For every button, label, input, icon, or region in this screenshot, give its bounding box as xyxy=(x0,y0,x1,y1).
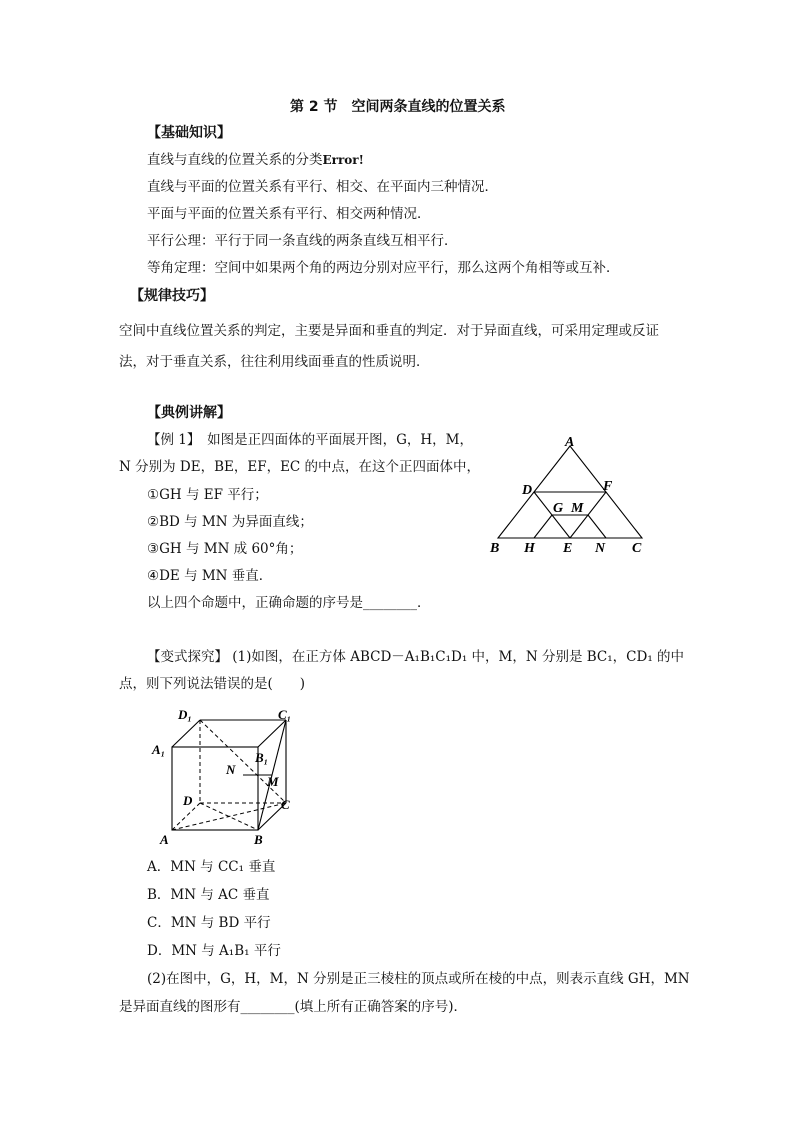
example1-line-2: N 分别为 DE，BE，EF，EC 的中点，在这个正四面体中， xyxy=(119,459,481,475)
example1-option-2: ②BD 与 MN 为异面直线； xyxy=(147,514,313,530)
tetrahedron-net-figure xyxy=(480,428,660,558)
label-M: M xyxy=(571,501,584,516)
segment-MN xyxy=(588,515,606,538)
variant-line-2: 点，则下列说法错误的是( ) xyxy=(119,676,306,692)
label-C: C xyxy=(632,541,642,556)
label-E: E xyxy=(563,541,573,556)
example1-option-3: ③GH 与 MN 成 60°角； xyxy=(147,541,303,557)
cube-label-M: M xyxy=(267,774,279,789)
example1-question: 以上四个命题中，正确命题的序号是________． xyxy=(147,595,431,611)
choice-D: D．MN 与 A₁B₁ 平行 xyxy=(147,943,281,959)
tips-heading: 【规律技巧】 xyxy=(130,288,214,304)
cube-label-A: A xyxy=(160,832,169,847)
tips-line-2: 法，对于垂直关系，往往利用线面垂直的性质说明． xyxy=(119,354,430,370)
hidden-segment-BD xyxy=(200,803,258,830)
basics-line-1-text: 直线与直线的位置关系的分类 xyxy=(147,152,323,168)
error-marker: Error! xyxy=(322,153,364,167)
cube-label-A1: A₁ xyxy=(152,742,166,757)
basics-line-3: 平面与平面的位置关系有平行、相交两种情况． xyxy=(147,206,431,222)
cube-label-D: D xyxy=(183,793,193,808)
variant-line-1: 【变式探究】 (1)如图，在正方体 ABCD－A₁B₁C₁D₁ 中，M，N 分别是 BC₁，CD₁ 的中 xyxy=(147,649,685,665)
cube-label-N: N xyxy=(226,762,236,777)
cube-figure xyxy=(148,702,308,848)
cube-label-B1: B₁ xyxy=(255,750,269,765)
basics-line-2: 直线与平面的位置关系有平行、相交、在平面内三种情况． xyxy=(147,179,498,195)
segment-GH xyxy=(534,515,552,538)
part2-line-2: 是异面直线的图形有________(填上所有正确答案的序号)． xyxy=(119,999,468,1015)
choice-C: C．MN 与 BD 平行 xyxy=(147,915,271,931)
edge-B1C1 xyxy=(258,720,286,747)
examples-heading: 【典例讲解】 xyxy=(147,405,231,421)
choice-A: A．MN 与 CC₁ 垂直 xyxy=(147,859,276,875)
cube-label-D1: D₁ xyxy=(178,707,192,722)
basics-heading: 【基础知识】 xyxy=(147,125,231,141)
label-D: D xyxy=(522,483,533,498)
page-title: 第 2 节 空间两条直线的位置关系 xyxy=(290,99,506,115)
example1-option-1: ①GH 与 EF 平行； xyxy=(147,487,268,503)
label-N: N xyxy=(595,541,606,556)
edge-A1D1 xyxy=(172,720,200,747)
cube-label-B: B xyxy=(254,832,263,847)
label-A: A xyxy=(565,435,575,450)
cube-label-C1: C₁ xyxy=(278,707,292,722)
label-B: B xyxy=(490,541,500,556)
part2-line-1: (2)在图中，G，H，M，N 分别是正三棱柱的顶点或所在棱的中点，则表示直线 GH，MN xyxy=(147,971,690,987)
label-H: H xyxy=(524,541,535,556)
label-F: F xyxy=(603,479,613,494)
basics-line-5: 等角定理：空间中如果两个角的两边分别对应平行，那么这两个角相等或互补． xyxy=(147,260,620,276)
label-G: G xyxy=(553,501,564,516)
tips-line-1: 空间中直线位置关系的判定，主要是异面和垂直的判定．对于异面直线，可采用定理或反证 xyxy=(119,323,659,339)
cube-label-C: C xyxy=(281,797,290,812)
example1-line-1: 【例 1】 如图是正四面体的平面展开图，G，H，M， xyxy=(147,432,474,448)
basics-line-4: 平行公理：平行于同一条直线的两条直线互相平行． xyxy=(147,233,458,249)
basics-line-1 xyxy=(147,151,364,169)
example1-option-4: ④DE 与 MN 垂直． xyxy=(147,568,273,584)
choice-B: B．MN 与 AC 垂直 xyxy=(147,887,270,903)
